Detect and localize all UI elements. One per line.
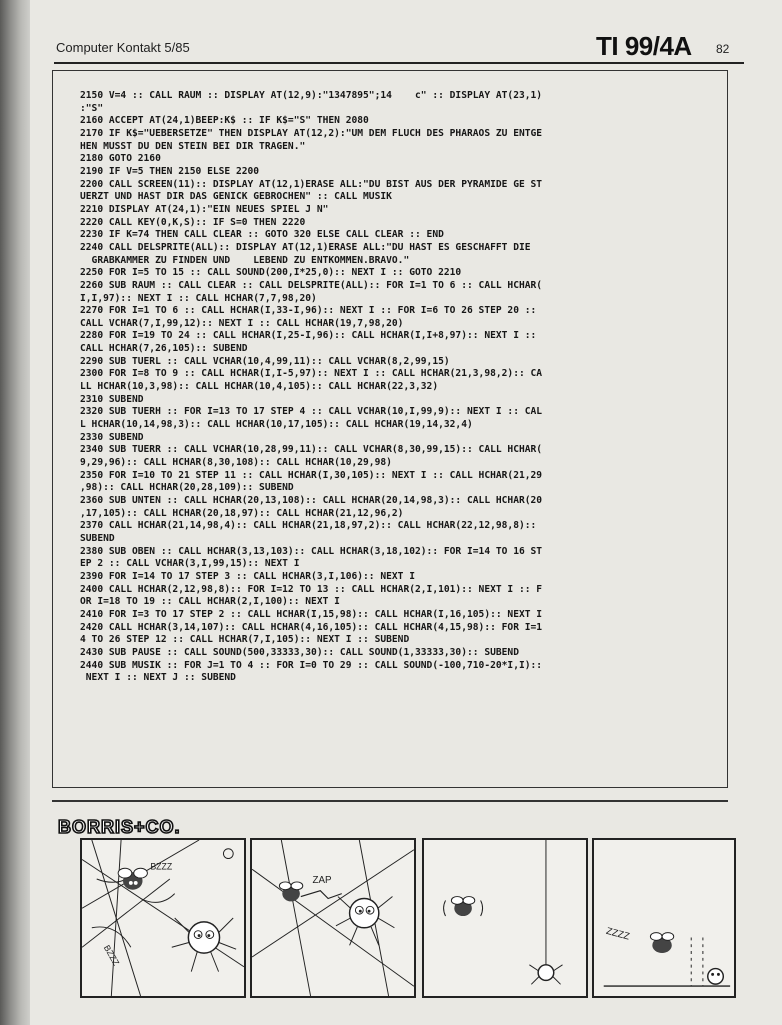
listing-line: 4 TO 26 STEP 12 :: CALL HCHAR(7,I,105):: NEXT I :: SUBEND [80,634,410,646]
listing-line: 2420 CALL HCHAR(3,14,107):: CALL HCHAR(4,16,105):: CALL HCHAR(4,15,98):: FOR I=1 [80,621,543,633]
listing-line: :"S" [80,102,104,114]
listing-line: 2270 FOR I=1 TO 6 :: CALL HCHAR(I,33-I,96):: NEXT I :: FOR I=6 TO 26 STEP 20 :: [80,305,537,317]
listing-line: CALL HCHAR(7,26,105):: SUBEND [80,343,248,355]
basic-program-listing [80,90,710,685]
listing-line: 2160 ACCEPT AT(24,1)BEEP:K$ :: IF K$="S" THEN 2080 [80,115,369,127]
listing-line: GRABKAMMER ZU FINDEN UND LEBEND ZU ENTKOMMEN.BRAVO." [80,254,410,266]
listing-line: 2410 FOR I=3 TO 17 STEP 2 :: CALL HCHAR(I,15,98):: CALL HCHAR(I,16,105):: NEXT I [80,608,543,620]
listing-line: 2180 GOTO 2160 [80,153,161,165]
listing-line: 2240 CALL DELSPRITE(ALL):: DISPLAY AT(12,1)ERASE ALL:"DU HAST ES GESCHAFFT DIE [80,241,531,253]
listing-line: 2200 CALL SCREEN(11):: DISPLAY AT(12,1)ERASE ALL:"DU BIST AUS DER PYRAMIDE GE ST [80,178,543,190]
page-number: 82 [716,42,730,56]
listing-line: 2220 CALL KEY(0,K,S):: IF S=0 THEN 2220 [80,216,306,228]
listing-line: 2390 FOR I=14 TO 17 STEP 3 :: CALL HCHAR(3,I,106):: NEXT I [80,570,416,582]
listing-line: 2280 FOR I=19 TO 24 :: CALL HCHAR(I,25-I,96):: CALL HCHAR(I,I+8,97):: NEXT I :: [80,330,537,342]
panel-1-sfx-2: BZZZ [101,943,122,968]
fly-icon [444,897,483,917]
listing-line: 2290 SUB TUERL :: CALL VCHAR(10,4,99,11):: CALL VCHAR(8,2,99,15) [80,355,450,367]
panel-1-drawing [82,840,244,996]
listing-line: CALL VCHAR(7,I,99,12):: NEXT I :: CALL HCHAR(19,7,98,20) [80,317,404,329]
listing-line: 2230 IF K=74 THEN CALL CLEAR :: GOTO 320 ELSE CALL CLEAR :: END [80,229,444,241]
listing-line: 2300 FOR I=8 TO 9 :: CALL HCHAR(I,I-5,97):: NEXT I :: CALL HCHAR(21,3,98,2):: CA [80,368,543,380]
spider-icon [708,969,724,985]
listing-line: I,I,97):: NEXT I :: CALL HCHAR(7,7,98,20) [80,292,317,304]
fly-icon [279,882,302,902]
listing-line: 2380 SUB OBEN :: CALL HCHAR(3,13,103):: CALL HCHAR(3,18,102):: FOR I=14 TO 16 ST [80,545,543,557]
comic-logo-text: BORRIS+CO. [58,817,181,837]
panel-4-drawing [594,840,734,996]
listing-line: 2190 IF V=5 THEN 2150 ELSE 2200 [80,165,260,177]
comic-panel-4 [592,838,736,998]
listing-line: 2340 SUB TUERR :: CALL VCHAR(10,28,99,11):: CALL VCHAR(8,30,99,15):: CALL HCHAR( [80,444,543,456]
panel-2-sfx: ZAP [312,874,332,886]
spider-icon [172,918,236,972]
listing-line: LL HCHAR(10,3,98):: CALL HCHAR(10,4,105):: CALL HCHAR(22,3,32) [80,381,439,393]
listing-line: 2210 DISPLAY AT(24,1):"EIN NEUES SPIEL J N" [80,203,329,215]
spider-icon [529,965,562,985]
listing-line: 2330 SUBEND [80,431,144,443]
listing-line: NEXT I :: NEXT J :: SUBEND [80,672,236,684]
listing-line: OR I=18 TO 19 :: CALL HCHAR(2,I,100):: NEXT I [80,596,340,608]
listing-line: 2310 SUBEND [80,393,144,405]
comic-panel-1 [80,838,246,998]
panel-2-drawing [252,840,414,996]
section-title: TI 99/4A [596,31,692,61]
listing-line: 2400 CALL HCHAR(2,12,98,8):: FOR I=12 TO 13 :: CALL HCHAR(2,I,101):: NEXT I :: F [80,583,543,595]
comic-panel-2 [250,838,416,998]
listing-line: EP 2 :: CALL VCHAR(3,I,99,15):: NEXT I [80,558,300,570]
panel-3-drawing [424,840,586,996]
header-rule [54,62,744,64]
listing-line: UERZT UND HAST DIR DAS GENICK GEBROCHEN" :: CALL MUSIK [80,191,392,203]
listing-line: 2350 FOR I=10 TO 21 STEP 11 :: CALL HCHAR(I,30,105):: NEXT I :: CALL HCHAR(21,29 [80,469,543,481]
spider-icon [336,897,395,946]
listing-line: SUBEND [80,532,115,544]
listing-line: 2170 IF K$="UEBERSETZE" THEN DISPLAY AT(12,2):"UM DEM FLUCH DES PHARAOS ZU ENTGE [80,127,543,139]
listing-line: 2360 SUB UNTEN :: CALL HCHAR(20,13,108):: CALL HCHAR(20,14,98,3):: CALL HCHAR(20 [80,495,543,506]
listing-line: 2150 V=4 :: CALL RAUM :: DISPLAY AT(12,9):"1347895";14 c" :: DISPLAY AT(23,1) [80,90,543,101]
listing-line: 2370 CALL HCHAR(21,14,98,4):: CALL HCHAR(21,18,97,2):: CALL HCHAR(22,12,98,8):: [80,520,537,532]
listing-line: ,98):: CALL HCHAR(20,28,109):: SUBEND [80,482,294,494]
listing-line: ,17,105):: CALL HCHAR(20,18,97):: CALL HCHAR(21,12,96,2) [80,507,404,519]
listing-line: 2320 SUB TUERH :: FOR I=13 TO 17 STEP 4 :: CALL VCHAR(10,I,99,9):: NEXT I :: CAL [80,406,543,418]
listing-line: 2440 SUB MUSIK :: FOR J=1 TO 4 :: FOR I=0 TO 29 :: CALL SOUND(-100,710-20*I,I):: [80,659,543,671]
page-binding-shadow [0,0,30,1025]
listing-line: 2430 SUB PAUSE :: CALL SOUND(500,33333,30):: CALL SOUND(1,33333,30):: SUBEND [80,646,519,658]
panel-4-sfx: ZZZZ [604,925,631,943]
listing-bottom-rule [52,800,728,802]
listing-line: HEN MUSST DU DEN STEIN BEI DIR TRAGEN." [80,140,306,152]
listing-line: 2250 FOR I=5 TO 15 :: CALL SOUND(200,I*25,0):: NEXT I :: GOTO 2210 [80,267,462,279]
panel-1-sfx: BZZZ [150,861,173,872]
listing-line: 2260 SUB RAUM :: CALL CLEAR :: CALL DELSPRITE(ALL):: FOR I=1 TO 6 :: CALL HCHAR( [80,279,543,291]
magazine-issue-label: Computer Kontakt 5/85 [56,40,190,55]
comic-panel-3 [422,838,588,998]
listing-line: L HCHAR(10,14,98,3):: CALL HCHAR(10,17,105):: CALL HCHAR(19,14,32,4) [80,419,473,431]
listing-line: 9,29,96):: CALL HCHAR(8,30,108):: CALL HCHAR(10,29,98) [80,457,392,469]
fly-icon [650,933,673,953]
